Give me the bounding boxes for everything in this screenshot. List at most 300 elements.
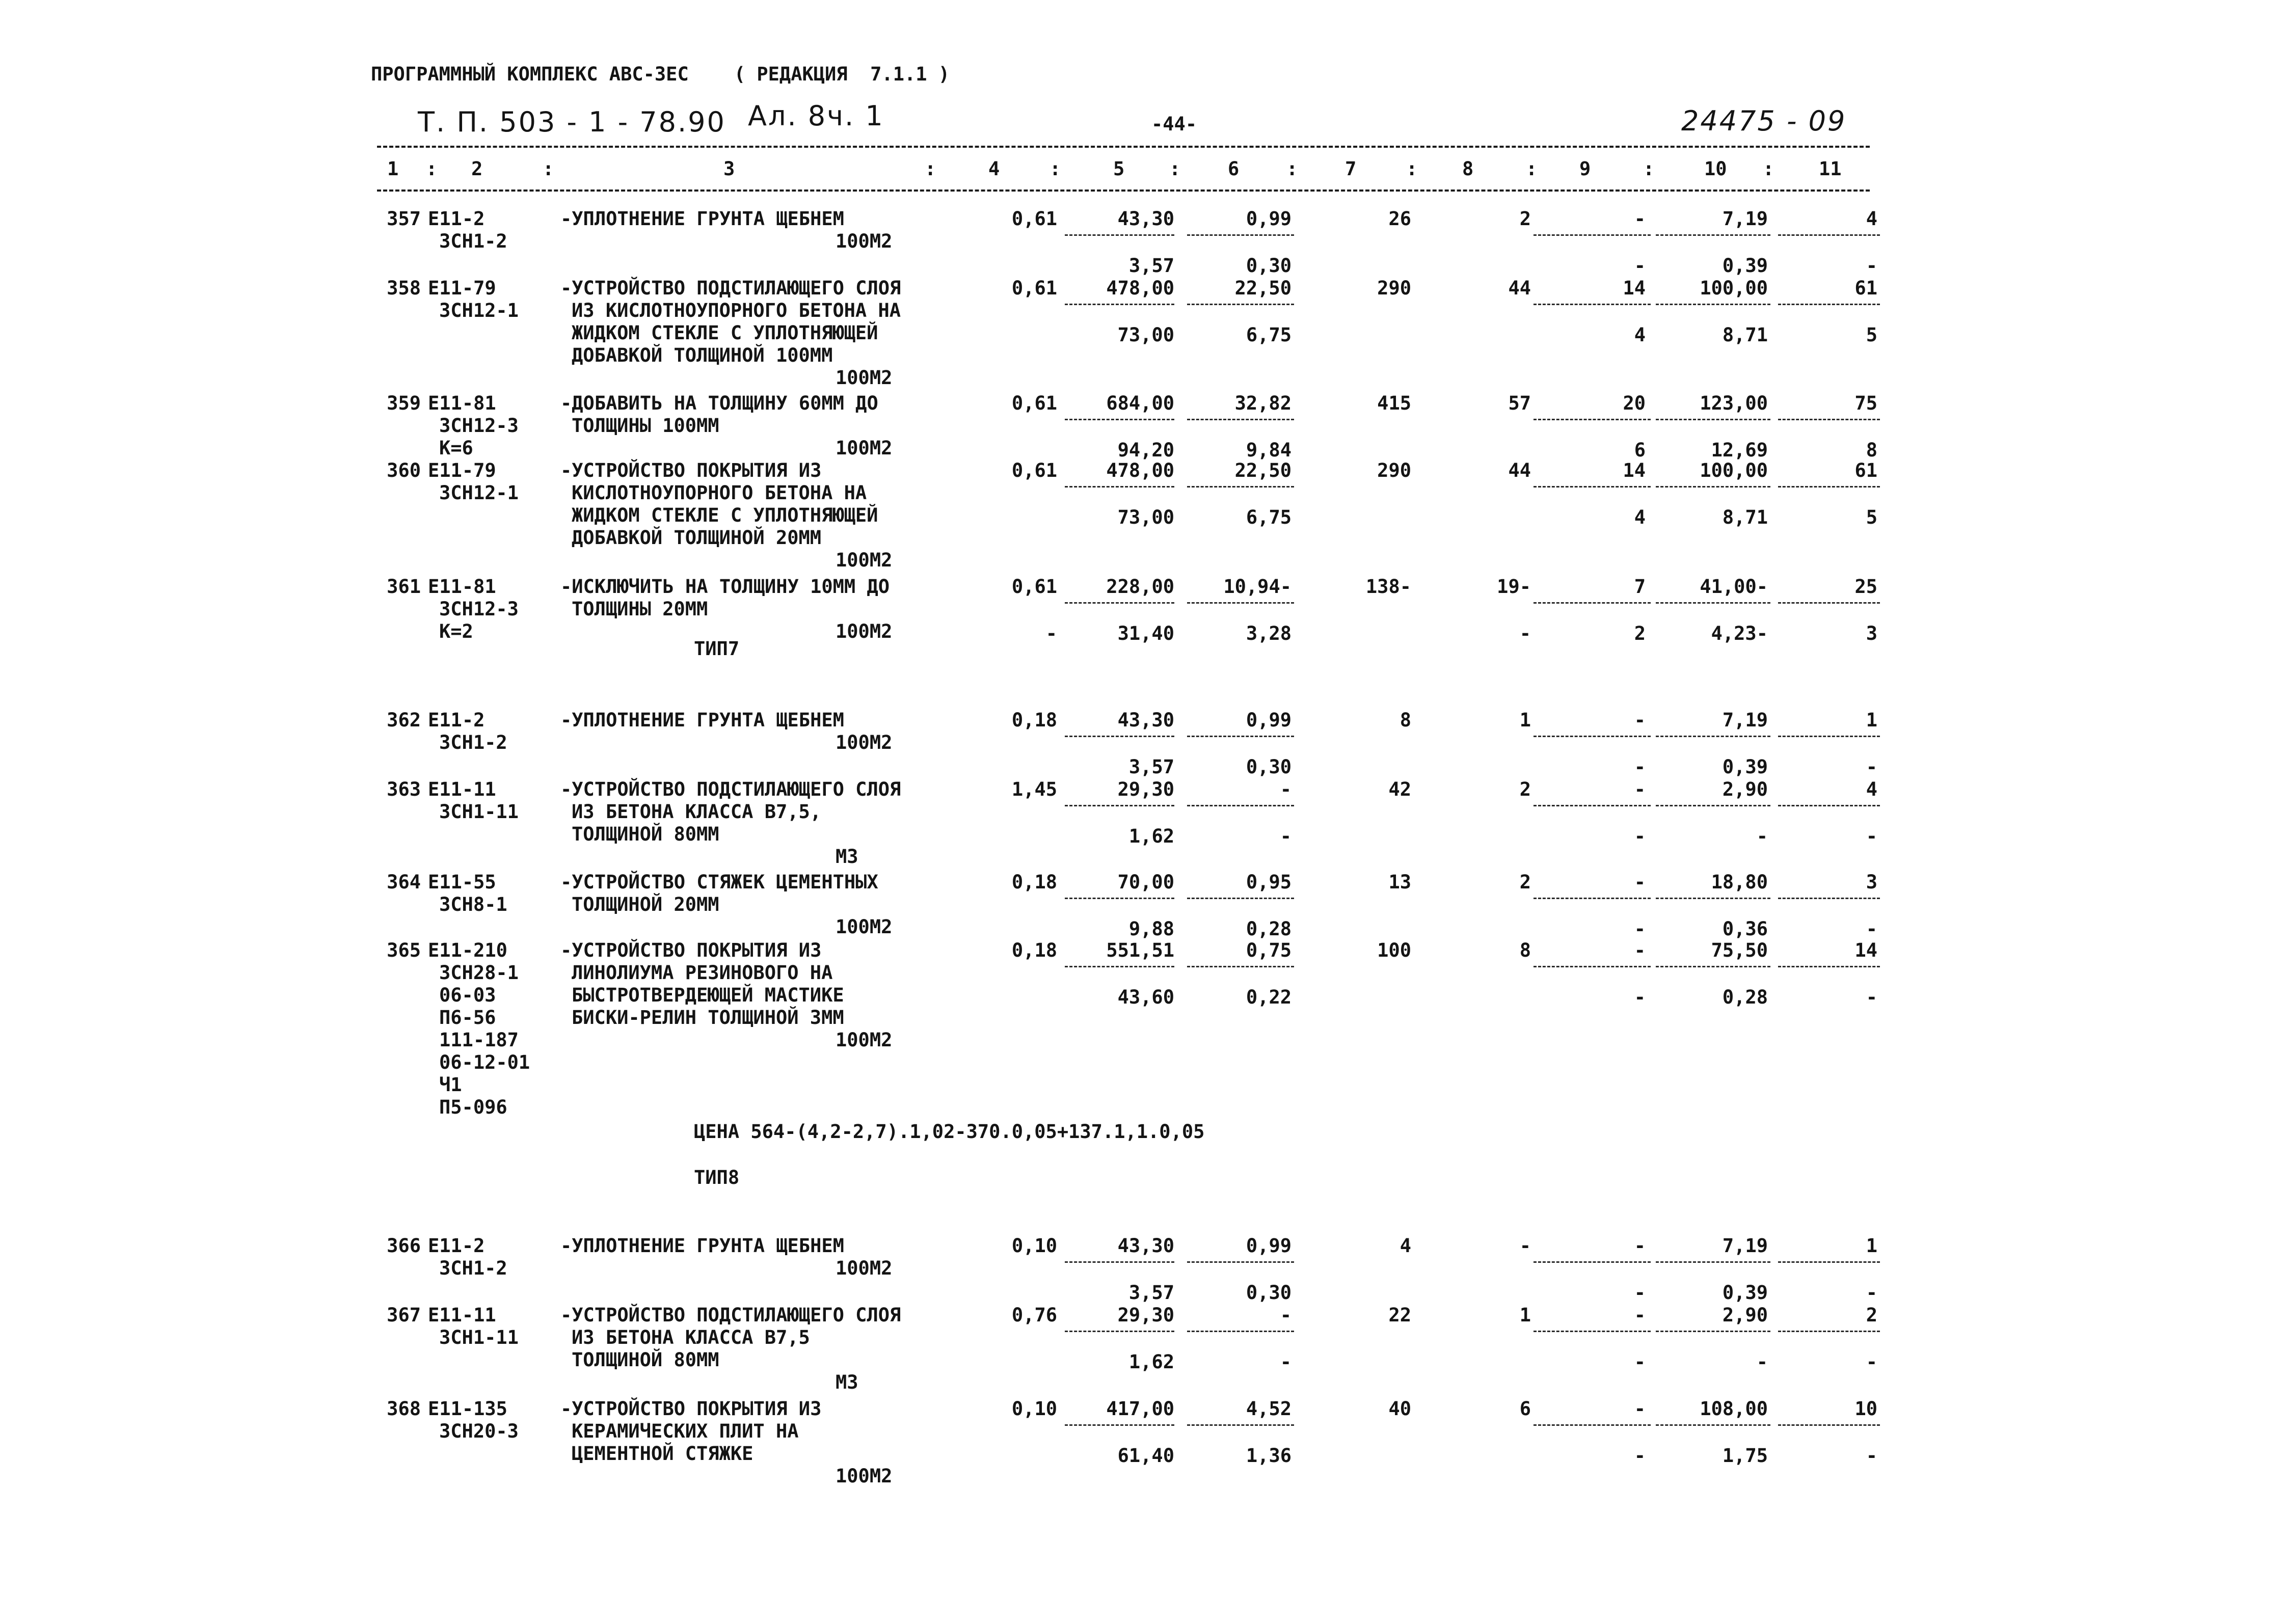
col4-value: 0,18 <box>1011 939 1057 961</box>
col6-rule <box>1187 966 1294 967</box>
row-code: Е11-79 <box>428 459 496 481</box>
col10-value: - <box>1756 825 1768 847</box>
row-code: Е11-79 <box>428 277 496 299</box>
row-description: ДОБАВКОЙ ТОЛЩИНОЙ 100ММ <box>572 344 833 366</box>
row-code: К=6 <box>439 437 473 459</box>
col11-rule <box>1778 1331 1880 1332</box>
col10-value: 7,19 <box>1722 208 1768 230</box>
project-number: Т. П. 503 - 1 - 78.90 <box>418 106 726 138</box>
col6-value: - <box>1280 1351 1292 1373</box>
col10-value: 0,39 <box>1722 1282 1768 1304</box>
col5-rule <box>1065 602 1174 604</box>
col9-value: - <box>1634 709 1646 731</box>
row-description: КЕРАМИЧЕСКИХ ПЛИТ НА <box>572 1420 799 1442</box>
col8-value: 2 <box>1519 871 1531 893</box>
col5-value: 551,51 <box>1106 939 1174 961</box>
col7-value: 100 <box>1377 939 1411 961</box>
column-separator: : <box>1286 158 1298 180</box>
col10-value: 108,00 <box>1700 1398 1768 1420</box>
row-code: Е11-210 <box>428 939 507 961</box>
col7-value: 13 <box>1388 871 1411 893</box>
row-description: -УСТРОЙСТВО СТЯЖЕК ЦЕМЕНТНЫХ <box>560 871 878 893</box>
col10-value: 0,39 <box>1722 756 1768 778</box>
col10-value: 2,90 <box>1722 1304 1768 1326</box>
col10-value: 8,71 <box>1722 324 1768 346</box>
col5-rule <box>1065 805 1174 806</box>
col9-value: 4 <box>1634 324 1646 346</box>
row-code: Е11-11 <box>428 778 496 800</box>
col9-value: - <box>1634 1304 1646 1326</box>
col5-value: 61,40 <box>1117 1445 1174 1467</box>
col5-value: 1,62 <box>1128 825 1174 847</box>
col11-rule <box>1778 898 1880 899</box>
col11-value: - <box>1866 255 1877 277</box>
column-header-2: 2 <box>471 158 483 180</box>
col11-rule <box>1778 1261 1880 1263</box>
col9-value: - <box>1634 871 1646 893</box>
col5-value: 31,40 <box>1117 622 1174 644</box>
col10-rule <box>1656 736 1770 737</box>
col9-rule <box>1533 898 1651 899</box>
col6-value: 3,28 <box>1246 622 1292 644</box>
col6-value: 10,94- <box>1223 576 1292 598</box>
row-code: ЗСН20-3 <box>439 1420 519 1442</box>
row-description: -УСТРОЙСТВО ПОКРЫТИЯ ИЗ <box>560 939 822 961</box>
col11-value: - <box>1866 986 1877 1008</box>
col9-value: - <box>1634 825 1646 847</box>
row-description: ЦЕМЕНТНОЙ СТЯЖКЕ <box>572 1443 754 1465</box>
col9-rule <box>1533 805 1651 806</box>
col11-value: - <box>1866 825 1877 847</box>
col11-value: - <box>1866 918 1877 940</box>
col4-value: - <box>1045 622 1057 644</box>
column-header-6: 6 <box>1228 158 1240 180</box>
row-code: Ч1 <box>439 1074 462 1096</box>
col9-rule <box>1533 966 1651 967</box>
row-code: ЗСН1-11 <box>439 1327 519 1348</box>
row-code: П5-096 <box>439 1096 507 1118</box>
row-description: ТОЛЩИНЫ 20ММ <box>572 598 708 620</box>
col9-value: - <box>1634 939 1646 961</box>
col5-rule <box>1065 419 1174 420</box>
row-description: ЛИНОЛИУМА РЕЗИНОВОГО НА <box>572 962 833 984</box>
col11-value: - <box>1866 756 1877 778</box>
row-code: Е11-2 <box>428 709 485 731</box>
col6-value: 6,75 <box>1246 324 1292 346</box>
col6-value: 0,99 <box>1246 1235 1292 1257</box>
row-description: ИЗ БЕТОНА КЛАССА В7,5, <box>572 801 822 823</box>
row-number: 365 <box>387 939 421 961</box>
col6-value: 1,36 <box>1246 1445 1292 1467</box>
column-header-8: 8 <box>1462 158 1474 180</box>
col6-rule <box>1187 486 1294 488</box>
col9-value: 7 <box>1634 576 1646 598</box>
col9-rule <box>1533 304 1651 305</box>
col9-value: - <box>1634 1445 1646 1467</box>
col7-value: 8 <box>1400 709 1411 731</box>
col10-value: 100,00 <box>1700 277 1768 299</box>
col9-value: - <box>1634 1235 1646 1257</box>
col9-value: - <box>1634 778 1646 800</box>
row-code: 06-12-01 <box>439 1051 530 1073</box>
column-header-11: 11 <box>1819 158 1842 180</box>
col11-value: 8 <box>1866 439 1877 461</box>
col9-value: - <box>1634 1351 1646 1373</box>
col11-value: - <box>1866 1282 1877 1304</box>
album-number: Ал. 8ч. 1 <box>748 100 884 132</box>
col8-value: 1 <box>1519 1304 1531 1326</box>
row-code: Е11-2 <box>428 208 485 230</box>
col11-rule <box>1778 234 1880 236</box>
col11-value: 61 <box>1854 277 1877 299</box>
col4-value: 0,61 <box>1011 277 1057 299</box>
col11-value: 75 <box>1854 392 1877 414</box>
col10-value: 8,71 <box>1722 506 1768 528</box>
col7-value: 415 <box>1377 392 1411 414</box>
col10-rule <box>1656 486 1770 488</box>
col4-value: 0,61 <box>1011 392 1057 414</box>
col9-value: 6 <box>1634 439 1646 461</box>
row-unit: 100М2 <box>836 549 893 571</box>
col10-value: 1,75 <box>1722 1445 1768 1467</box>
col6-rule <box>1187 1331 1294 1332</box>
col9-rule <box>1533 1424 1651 1426</box>
col10-value: 4,23- <box>1711 622 1768 644</box>
row-code: Е11-135 <box>428 1398 507 1420</box>
program-header: ПРОГРАММНЫЙ КОМПЛЕКС АВС-ЗЕС ( РЕДАКЦИЯ 7.1.1 ) <box>371 63 950 85</box>
col6-value: 4,52 <box>1246 1398 1292 1420</box>
col6-value: 6,75 <box>1246 506 1292 528</box>
col10-value: 2,90 <box>1722 778 1768 800</box>
col10-value: 18,80 <box>1711 871 1768 893</box>
col11-rule <box>1778 736 1880 737</box>
col5-rule <box>1065 898 1174 899</box>
row-description: -ДОБАВИТЬ НА ТОЛЩИНУ 60ММ ДО <box>560 392 878 414</box>
col11-value: 5 <box>1866 506 1877 528</box>
col8-value: - <box>1519 1235 1531 1257</box>
col4-value: 0,18 <box>1011 871 1057 893</box>
row-number: 361 <box>387 576 421 598</box>
page-number: -44- <box>1151 113 1197 135</box>
col10-value: 75,50 <box>1711 939 1768 961</box>
column-header-10: 10 <box>1704 158 1727 180</box>
column-header-9: 9 <box>1579 158 1591 180</box>
col4-value: 0,10 <box>1011 1398 1057 1420</box>
row-description: -УСТРОЙСТВО ПОДСТИЛАЮЩЕГО СЛОЯ <box>560 778 901 800</box>
col5-value: 478,00 <box>1106 277 1174 299</box>
col6-rule <box>1187 1424 1294 1426</box>
row-code: Е11-2 <box>428 1235 485 1257</box>
col4-value: 0,18 <box>1011 709 1057 731</box>
col10-rule <box>1656 805 1770 806</box>
col8-value: 8 <box>1519 939 1531 961</box>
col10-value: 0,39 <box>1722 255 1768 277</box>
row-description: -УПЛОТНЕНИЕ ГРУНТА ЩЕБНЕМ <box>560 1235 844 1257</box>
row-description: ЖИДКОМ СТЕКЛЕ С УПЛОТНЯЮЩЕЙ <box>572 322 878 344</box>
column-header-5: 5 <box>1113 158 1125 180</box>
col9-rule <box>1533 1331 1651 1332</box>
col9-value: - <box>1634 918 1646 940</box>
col5-rule <box>1065 1331 1174 1332</box>
col4-value: 0,61 <box>1011 208 1057 230</box>
col6-value: 0,75 <box>1246 939 1292 961</box>
type8-label: ТИП8 <box>694 1167 740 1188</box>
col5-value: 3,57 <box>1128 255 1174 277</box>
col6-value: 0,30 <box>1246 756 1292 778</box>
col10-value: 0,28 <box>1722 986 1768 1008</box>
col11-value: 4 <box>1866 778 1877 800</box>
col5-value: 70,00 <box>1117 871 1174 893</box>
col7-value: 40 <box>1388 1398 1411 1420</box>
col5-value: 73,00 <box>1117 324 1174 346</box>
row-description: ТОЛЩИНОЙ 20ММ <box>572 894 719 915</box>
row-code: ЗСН12-3 <box>439 598 519 620</box>
row-code: ЗСН12-1 <box>439 482 519 504</box>
row-unit: 100М2 <box>836 367 893 389</box>
col5-value: 29,30 <box>1117 1304 1174 1326</box>
col10-rule <box>1656 602 1770 604</box>
row-number: 360 <box>387 459 421 481</box>
row-code: ЗСН12-1 <box>439 300 519 321</box>
col9-rule <box>1533 419 1651 420</box>
col7-value: 290 <box>1377 459 1411 481</box>
col7-value: 138- <box>1365 576 1411 598</box>
row-number: 364 <box>387 871 421 893</box>
col8-value: 6 <box>1519 1398 1531 1420</box>
row-code: П6-56 <box>439 1007 496 1028</box>
row-code: 06-03 <box>439 984 496 1006</box>
row-description: ИЗ КИСЛОТНОУПОРНОГО БЕТОНА НА <box>572 300 901 321</box>
col6-value: - <box>1280 1304 1292 1326</box>
row-number: 367 <box>387 1304 421 1326</box>
col5-value: 684,00 <box>1106 392 1174 414</box>
col9-rule <box>1533 234 1651 236</box>
col4-value: 1,45 <box>1011 778 1057 800</box>
row-code: ЗСН1-2 <box>439 230 507 252</box>
row-unit: М3 <box>836 1371 858 1393</box>
row-unit: 100М2 <box>836 916 893 938</box>
col5-value: 43,30 <box>1117 1235 1174 1257</box>
col9-value: 4 <box>1634 506 1646 528</box>
row-unit: 100М2 <box>836 732 893 753</box>
col9-value: 20 <box>1623 392 1646 414</box>
col10-rule <box>1656 419 1770 420</box>
row-number: 358 <box>387 277 421 299</box>
col8-value: 2 <box>1519 778 1531 800</box>
column-separator: : <box>1406 158 1418 180</box>
col5-value: 73,00 <box>1117 506 1174 528</box>
row-description: -УСТРОЙСТВО ПОКРЫТИЯ ИЗ <box>560 459 822 481</box>
row-description: КИСЛОТНОУПОРНОГО БЕТОНА НА <box>572 482 867 504</box>
col6-value: - <box>1280 825 1292 847</box>
col7-value: 22 <box>1388 1304 1411 1326</box>
row-unit: 100М2 <box>836 620 893 642</box>
col5-value: 3,57 <box>1128 756 1174 778</box>
row-code: ЗСН1-2 <box>439 1257 507 1279</box>
header-rule-top <box>377 146 1870 148</box>
col11-value: 4 <box>1866 208 1877 230</box>
col11-rule <box>1778 805 1880 806</box>
row-description: -УСТРОЙСТВО ПОДСТИЛАЮЩЕГО СЛОЯ <box>560 277 901 299</box>
col6-value: 0,99 <box>1246 208 1292 230</box>
col9-rule <box>1533 1261 1651 1263</box>
column-separator: : <box>1169 158 1181 180</box>
column-separator: : <box>925 158 936 180</box>
col9-rule <box>1533 602 1651 604</box>
row-description: ДОБАВКОЙ ТОЛЩИНОЙ 20ММ <box>572 527 822 549</box>
col5-value: 3,57 <box>1128 1282 1174 1304</box>
col6-value: 0,30 <box>1246 1282 1292 1304</box>
row-description: ЖИДКОМ СТЕКЛЕ С УПЛОТНЯЮЩЕЙ <box>572 504 878 526</box>
col5-rule <box>1065 1424 1174 1426</box>
col6-rule <box>1187 805 1294 806</box>
col5-rule <box>1065 304 1174 305</box>
col5-rule <box>1065 486 1174 488</box>
col6-value: - <box>1280 778 1292 800</box>
price-formula: ЦЕНА 564-(4,2-2,7).1,02-370.0,05+137.1,1.0,05 <box>694 1121 1205 1143</box>
col6-value: 0,95 <box>1246 871 1292 893</box>
col8-value: 44 <box>1508 277 1531 299</box>
col5-value: 43,60 <box>1117 986 1174 1008</box>
document-code: 24475 - 09 <box>1681 105 1847 137</box>
col8-value: 57 <box>1508 392 1531 414</box>
col8-value: 19- <box>1497 576 1531 598</box>
col11-value: 2 <box>1866 1304 1877 1326</box>
col10-value: 100,00 <box>1700 459 1768 481</box>
col9-value: - <box>1634 986 1646 1008</box>
col11-value: 61 <box>1854 459 1877 481</box>
column-header-1: 1 <box>387 158 399 180</box>
col5-value: 29,30 <box>1117 778 1174 800</box>
col8-value: 1 <box>1519 709 1531 731</box>
row-code: Е11-11 <box>428 1304 496 1326</box>
column-separator: : <box>1050 158 1061 180</box>
col6-rule <box>1187 1261 1294 1263</box>
col9-value: - <box>1634 1398 1646 1420</box>
col10-value: 41,00- <box>1700 576 1768 598</box>
col5-rule <box>1065 1261 1174 1263</box>
col10-rule <box>1656 1424 1770 1426</box>
col11-value: 1 <box>1866 1235 1877 1257</box>
col10-value: 7,19 <box>1722 1235 1768 1257</box>
col11-value: 3 <box>1866 871 1877 893</box>
row-number: 368 <box>387 1398 421 1420</box>
row-unit: 100М2 <box>836 437 893 459</box>
col5-value: 9,88 <box>1128 918 1174 940</box>
row-code: Е11-55 <box>428 871 496 893</box>
col5-value: 478,00 <box>1106 459 1174 481</box>
row-code: К=2 <box>439 620 473 642</box>
col6-rule <box>1187 602 1294 604</box>
row-number: 363 <box>387 778 421 800</box>
col10-value: 0,36 <box>1722 918 1768 940</box>
column-separator: : <box>1763 158 1774 180</box>
col7-value: 42 <box>1388 778 1411 800</box>
col11-value: 25 <box>1854 576 1877 598</box>
row-code: Е11-81 <box>428 392 496 414</box>
col6-value: 9,84 <box>1246 439 1292 461</box>
col9-value: - <box>1634 756 1646 778</box>
row-number: 366 <box>387 1235 421 1257</box>
col7-value: 290 <box>1377 277 1411 299</box>
row-code: ЗСН28-1 <box>439 962 519 984</box>
col6-rule <box>1187 898 1294 899</box>
col6-value: 32,82 <box>1234 392 1292 414</box>
col10-value: 123,00 <box>1700 392 1768 414</box>
col11-rule <box>1778 1424 1880 1426</box>
column-separator: : <box>1643 158 1655 180</box>
col11-value: 14 <box>1854 939 1877 961</box>
type7-label: ТИП7 <box>694 638 740 660</box>
row-code: ЗСН8-1 <box>439 894 507 915</box>
row-code: ЗСН1-11 <box>439 801 519 823</box>
col10-rule <box>1656 898 1770 899</box>
row-unit: М3 <box>836 846 858 868</box>
col10-rule <box>1656 1261 1770 1263</box>
row-code: Е11-81 <box>428 576 496 598</box>
col11-value: - <box>1866 1351 1877 1373</box>
col9-value: 2 <box>1634 622 1646 644</box>
col6-value: 0,99 <box>1246 709 1292 731</box>
row-number: 362 <box>387 709 421 731</box>
col10-value: - <box>1756 1351 1768 1373</box>
col5-rule <box>1065 234 1174 236</box>
row-code: ЗСН1-2 <box>439 732 507 753</box>
col11-value: 10 <box>1854 1398 1877 1420</box>
row-number: 357 <box>387 208 421 230</box>
col10-value: 7,19 <box>1722 709 1768 731</box>
col4-value: 0,10 <box>1011 1235 1057 1257</box>
col9-value: - <box>1634 1282 1646 1304</box>
col6-value: 22,50 <box>1234 459 1292 481</box>
col4-value: 0,76 <box>1011 1304 1057 1326</box>
col11-rule <box>1778 486 1880 488</box>
col7-value: 26 <box>1388 208 1411 230</box>
row-description: -УПЛОТНЕНИЕ ГРУНТА ЩЕБНЕМ <box>560 208 844 230</box>
col9-value: 14 <box>1623 459 1646 481</box>
row-code: ЗСН12-3 <box>439 415 519 437</box>
col11-value: 1 <box>1866 709 1877 731</box>
col11-value: 5 <box>1866 324 1877 346</box>
header-rule-bottom <box>377 190 1870 192</box>
col11-value: - <box>1866 1445 1877 1467</box>
col7-value: 4 <box>1400 1235 1411 1257</box>
row-code: 111-187 <box>439 1029 519 1051</box>
row-description: ТОЛЩИНОЙ 80ММ <box>572 1349 719 1371</box>
column-separator: : <box>543 158 554 180</box>
col5-value: 94,20 <box>1117 439 1174 461</box>
row-unit: 100М2 <box>836 230 893 252</box>
row-description: ТОЛЩИНЫ 100ММ <box>572 415 719 437</box>
col11-rule <box>1778 966 1880 967</box>
column-header-3: 3 <box>723 158 735 180</box>
row-unit: 100М2 <box>836 1465 893 1487</box>
row-description: -ИСКЛЮЧИТЬ НА ТОЛЩИНУ 10ММ ДО <box>560 576 890 598</box>
col5-rule <box>1065 736 1174 737</box>
col9-value: - <box>1634 255 1646 277</box>
col10-rule <box>1656 966 1770 967</box>
col5-value: 1,62 <box>1128 1351 1174 1373</box>
col5-rule <box>1065 966 1174 967</box>
col11-rule <box>1778 419 1880 420</box>
col10-rule <box>1656 1331 1770 1332</box>
col5-value: 43,30 <box>1117 208 1174 230</box>
col11-rule <box>1778 602 1880 604</box>
col6-value: 22,50 <box>1234 277 1292 299</box>
col6-rule <box>1187 736 1294 737</box>
row-description: БИСКИ-РЕЛИН ТОЛЩИНОЙ 3ММ <box>572 1007 844 1028</box>
col4-value: 0,61 <box>1011 459 1057 481</box>
